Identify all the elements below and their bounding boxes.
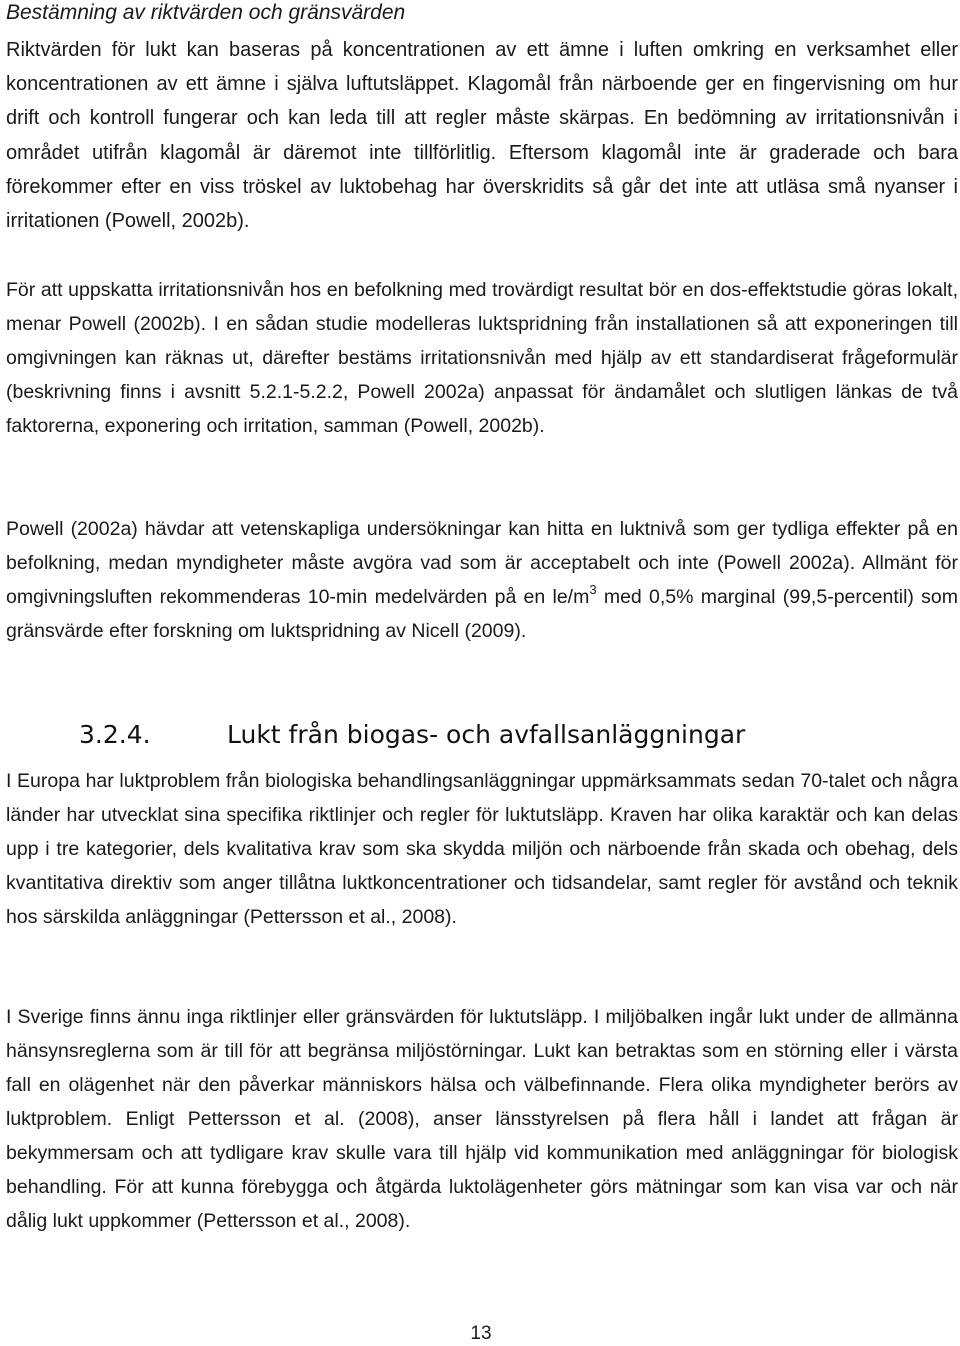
- paragraph-text: I Sverige finns ännu inga riktlinjer eller gränsvärden för luktutsläpp. I miljöbalken ingår lukt under de allmänna hänsynsreglerna som är till för att begränsa miljöstörningar. Lukt kan betraktas som en störning eller i värsta fall en olägenhet när den påverkar människors hälsa och välbefinnande. Flera olika myndigheter berörs av luktproblem. Enligt Pettersson et al. (2008), anser länsstyrelsen på flera håll i landet att frågan är bekymmersam och att tydligare krav skulle vara till hjälp vid kommunikation med anläggningar för biologisk behandling. För att kunna förebygga och åtgärda luktolägenheter görs mätningar som kan visa var och när dålig lukt uppkommer (Pettersson et al., 2008).: [6, 1006, 958, 1232]
- paragraph-odor-guidelines: [6, 33, 958, 238]
- paragraph-text: Riktvärden för lukt kan baseras på koncentrationen av ett ämne i luften omkring en verksamhet eller koncentrationen av ett ämne i själva luftutsläppet. Klagomål från närboende ger en fingervisning om hur drift och kontroll fungerar och kan leda till att regler måste skärpas. En bedömning av irritationsnivån i området utifrån klagomål är däremot inte tillförlitlig. Eftersom klagomål inte är graderade och bara förekommer efter en viss tröskel av luktobehag har överskridits så går det inte att utläsa små nyanser i irritationen (Powell, 2002b).: [6, 39, 958, 233]
- paragraph-europe-odor-rules: [6, 764, 958, 934]
- paragraph-limit-values: [6, 512, 958, 648]
- section-heading: [79, 718, 745, 752]
- paragraph-text: [6, 512, 958, 648]
- page-number: 13: [470, 1323, 492, 1344]
- paragraph-sweden-odor-rules: [6, 1000, 958, 1238]
- paragraph-text-part: Powell (2002a) hävdar att vetenskapliga undersökningar kan hitta en luktnivå som ger tydliga effekter på en befolkning, medan myndigheter måste avgöra vad som är acceptabelt och inte (Powell 2002a). Allmänt för omgivningsluften rekommenderas 10-min medelvärden på en le/m: [6, 518, 958, 608]
- section-title: Lukt från biogas- och avfallsanläggningar: [227, 720, 746, 749]
- paragraph-text: I Europa har luktproblem från biologiska behandlingsanläggningar uppmärksammats sedan 70-talet och några länder har utvecklat sina specifika riktlinjer och regler för luktutsläpp. Kraven har olika karaktär och kan delas upp i tre kategorier, dels kvalitativa krav som ska skydda miljön och närboende från skada och obehag, dels kvantitativa direktiv som anger tillåtna luktkoncentrationer och tidsandelar, samt regler för avstånd och teknik hos särskilda anläggningar (Pettersson et al., 2008).: [6, 770, 958, 928]
- paragraph-text-part: med 0,5% marginal (99,5-percentil) som gränsvärde efter forskning om luktspridning av Nicell (2009).: [6, 586, 958, 642]
- paragraph-dose-effect-study: [6, 273, 958, 443]
- section-number: 3.2.4.: [79, 720, 151, 749]
- superscript-exponent: 3: [589, 582, 597, 597]
- paragraph-text: För att uppskatta irritationsnivån hos en befolkning med trovärdigt resultat bör en dos-effektstudie göras lokalt, menar Powell (2002b). I en sådan studie modelleras luktspridning från installationen så att exponeringen till omgivningen kan räknas ut, därefter bestäms irritationsnivån med hjälp av ett standardiserat frågeformulär (beskrivning finns i avsnitt 5.2.1-5.2.2, Powell 2002a) anpassat för ändamålet och slutligen länkas de två faktorerna, exponering och irritation, samman (Powell, 2002b).: [6, 279, 958, 437]
- subheading: Bestämning av riktvärden och gränsvärden: [6, 1, 406, 24]
